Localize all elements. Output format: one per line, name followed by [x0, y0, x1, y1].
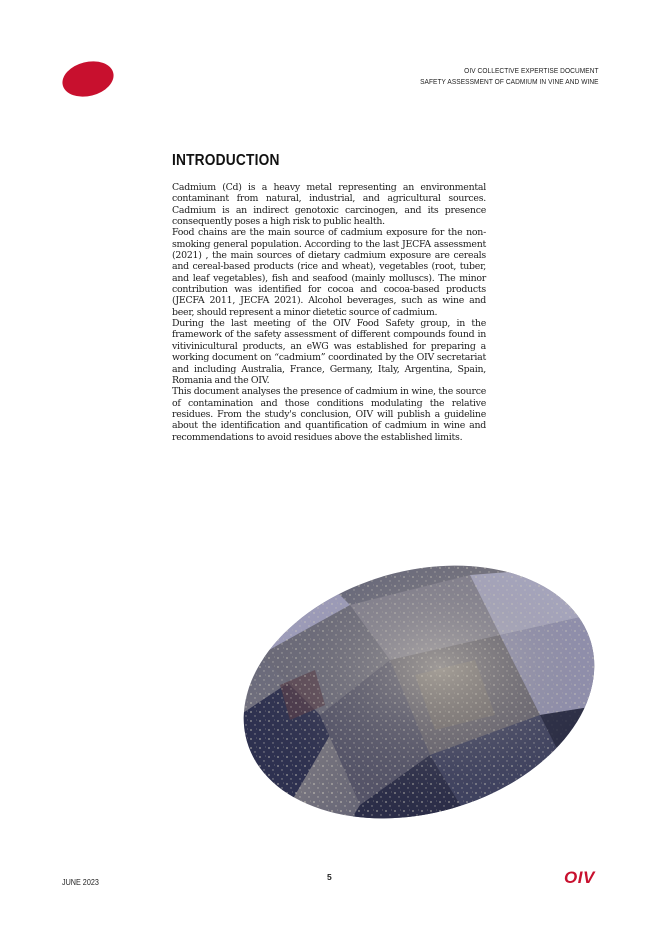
page-number: 5 [327, 872, 332, 882]
oiv-logo: OIV [564, 868, 595, 887]
header-line-2: SAFETY ASSESSMENT OF CADMIUM IN VINE AND WINE [420, 77, 599, 86]
paragraph: Food chains are the main source of cadmium exposure for the non-smoking general population. According to the last JECFA assessment (2021) , the main sources of dietary cadmium exposure are cereals and cereal-based products (rice and wheat), vegetables (root, tuber, and leaf vegetables), fish and seafood (mainly molluscs). The minor contribution was identified for cocoa and cocoa-based products (JECFA 2011, JECFA 2021). Alcohol beverages, such as wine and beer, should represent a minor dietetic source of cadmium. [172, 227, 486, 318]
document-header [420, 65, 599, 87]
cadmium-mineral-photo [240, 565, 602, 821]
paragraph: This document analyses the presence of cadmium in wine, the source of contamination and those conditions modulating the relative residues. From the study's conclusion, OIV will publish a guideline about the identification and quantification of cadmium in wine and recommendations to avoid residues above the established limits. [172, 386, 486, 443]
footer-date: JUNE 2023 [62, 877, 99, 887]
header-line-1: OIV COLLECTIVE EXPERTISE DOCUMENT [464, 66, 599, 75]
section-title: INTRODUCTION [172, 152, 280, 169]
paragraph: Cadmium (Cd) is a heavy metal representing an environmental contaminant from natural, industrial, and agricultural sources. Cadmium is an indirect genotoxic carcinogen, and its presence consequently poses a high risk to public health. [172, 182, 486, 228]
oiv-logo-blob [59, 56, 118, 102]
section-body [172, 182, 486, 443]
paragraph: During the last meeting of the OIV Food Safety group, in the framework of the safety assessment of different compounds found in vitivinicultural products, an eWG was established for preparing a working document on “cadmium” coordinated by the OIV secretariat and including Australia, France, Germany, Italy, Argentina, Spain, Romania and the OIV. [172, 318, 486, 386]
photo-content [240, 565, 602, 821]
